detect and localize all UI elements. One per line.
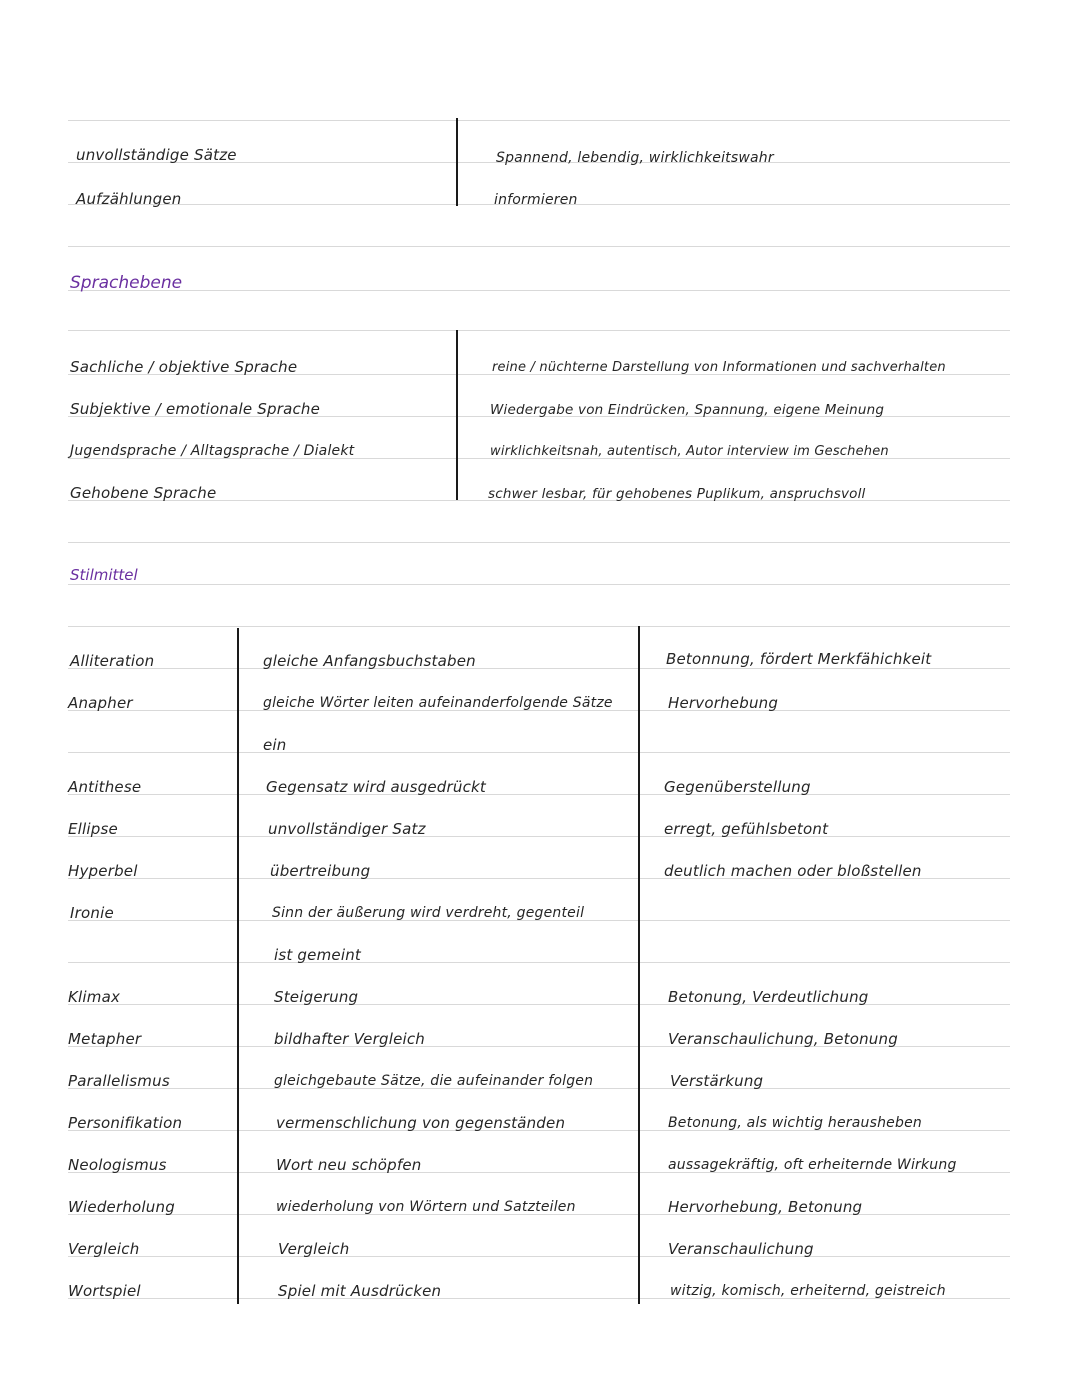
stilmittel-effect: erregt, gefühlsbetont [664, 820, 829, 838]
stilmittel-term: Neologismus [68, 1156, 167, 1174]
stilmittel-heading: Stilmittel [70, 566, 138, 584]
stilmittel-effect: Veranschaulichung, Betonung [668, 1030, 898, 1048]
stilmittel-term: Wortspiel [68, 1282, 141, 1300]
sprachebene-left-4: Gehobene Sprache [70, 484, 217, 502]
stilmittel-effect: Veranschaulichung [668, 1240, 814, 1258]
ruled-line [68, 962, 1010, 963]
stilmittel-definition: wiederholung von Wörtern und Satzteilen [276, 1199, 576, 1215]
stilmittel-effect: Hervorhebung [668, 694, 779, 712]
stilmittel-term: Ellipse [68, 820, 118, 838]
stilmittel-definition: gleiche Wörter leiten aufeinanderfolgende Sätze [263, 695, 613, 711]
stilmittel-effect: Verstärkung [670, 1072, 764, 1090]
stilmittel-definition: Spiel mit Ausdrücken [278, 1282, 442, 1300]
sprachebene-right-3: wirklichkeitsnah, autentisch, Autor interview im Geschehen [490, 444, 889, 459]
stilmittel-effect: aussagekräftig, oft erheiternde Wirkung [668, 1157, 957, 1173]
ruled-line [68, 246, 1010, 247]
top-right-line-1: Spannend, lebendig, wirklichkeitswahr [496, 150, 774, 166]
sprachebene-right-1: reine / nüchterne Darstellung von Informationen und sachverhalten [492, 360, 946, 375]
stilmittel-effect: Gegenüberstellung [664, 778, 811, 796]
sprachebene-left-1: Sachliche / objektive Sprache [70, 358, 298, 376]
stilmittel-term: Klimax [68, 988, 121, 1006]
stilmittel-effect: deutlich machen oder bloßstellen [664, 862, 922, 880]
ruled-line [68, 1256, 1010, 1257]
stilmittel-term: Metapher [68, 1030, 142, 1048]
stilmittel-term: Vergleich [68, 1240, 140, 1258]
stilmittel-definition: gleichgebaute Sätze, die aufeinander folgen [274, 1073, 594, 1089]
sprachebene-left-3: Jugendsprache / Alltagsprache / Dialekt [70, 443, 355, 459]
stilmittel-effect: Hervorhebung, Betonung [668, 1198, 863, 1216]
ruled-line [68, 752, 1010, 753]
ruled-line [68, 584, 1010, 585]
sprachebene-right-2: Wiedergabe von Eindrücken, Spannung, eigene Meinung [490, 402, 885, 418]
stilmittel-definition: Steigerung [274, 988, 359, 1006]
ruled-line [68, 330, 1010, 331]
stilmittel-effect: Betonnung, fördert Merkfähichkeit [666, 650, 932, 668]
stilmittel-definition: Sinn der äußerung wird verdreht, gegenteil [272, 905, 585, 921]
top-right-line-2: informieren [494, 192, 578, 208]
sprachebene-heading: Sprachebene [70, 273, 183, 293]
ruled-line [68, 120, 1010, 121]
ruled-line [68, 1004, 1010, 1005]
stilmittel-effect: Betonung, Verdeutlichung [668, 988, 869, 1006]
stilmittel-definition: vermenschlichung von gegenständen [276, 1114, 566, 1132]
stilmittel-definition: bildhafter Vergleich [274, 1030, 426, 1048]
stilmittel-term: Parallelismus [68, 1072, 170, 1090]
stilmittel-effect: witzig, komisch, erheiternd, geistreich [670, 1283, 946, 1299]
stilmittel-definition: gleiche Anfangsbuchstaben [263, 652, 476, 670]
stilmittel-term: Hyperbel [68, 862, 138, 880]
stilmittel-term: Anapher [68, 694, 133, 712]
ruled-line [68, 794, 1010, 795]
stilmittel-definition: Wort neu schöpfen [276, 1156, 422, 1174]
top-left-line-2: Aufzählungen [76, 190, 182, 208]
stilmittel-definition: Gegensatz wird ausgedrückt [266, 778, 487, 796]
stilmittel-term: Alliteration [70, 652, 155, 670]
column-divider [456, 118, 458, 206]
ruled-line [68, 290, 1010, 291]
column-divider [638, 626, 640, 1304]
sprachebene-left-2: Subjektive / emotionale Sprache [70, 400, 321, 418]
stilmittel-term: Antithese [68, 778, 142, 796]
stilmittel-definition: ist gemeint [274, 946, 361, 964]
column-divider [456, 330, 458, 500]
ruled-line [68, 542, 1010, 543]
stilmittel-term: Wiederholung [68, 1198, 175, 1216]
stilmittel-definition: ein [263, 736, 287, 754]
column-divider [237, 628, 239, 1304]
sprachebene-right-4: schwer lesbar, für gehobenes Puplikum, anspruchsvoll [488, 486, 866, 502]
top-left-line-1: unvollständige Sätze [76, 146, 237, 164]
ruled-line [68, 626, 1010, 627]
stilmittel-term: Ironie [70, 904, 114, 922]
stilmittel-definition: übertreibung [270, 862, 371, 880]
stilmittel-definition: unvollständiger Satz [268, 820, 426, 838]
stilmittel-term: Personifikation [68, 1114, 183, 1132]
ruled-line [68, 836, 1010, 837]
stilmittel-effect: Betonung, als wichtig herausheben [668, 1115, 922, 1131]
stilmittel-definition: Vergleich [278, 1240, 350, 1258]
